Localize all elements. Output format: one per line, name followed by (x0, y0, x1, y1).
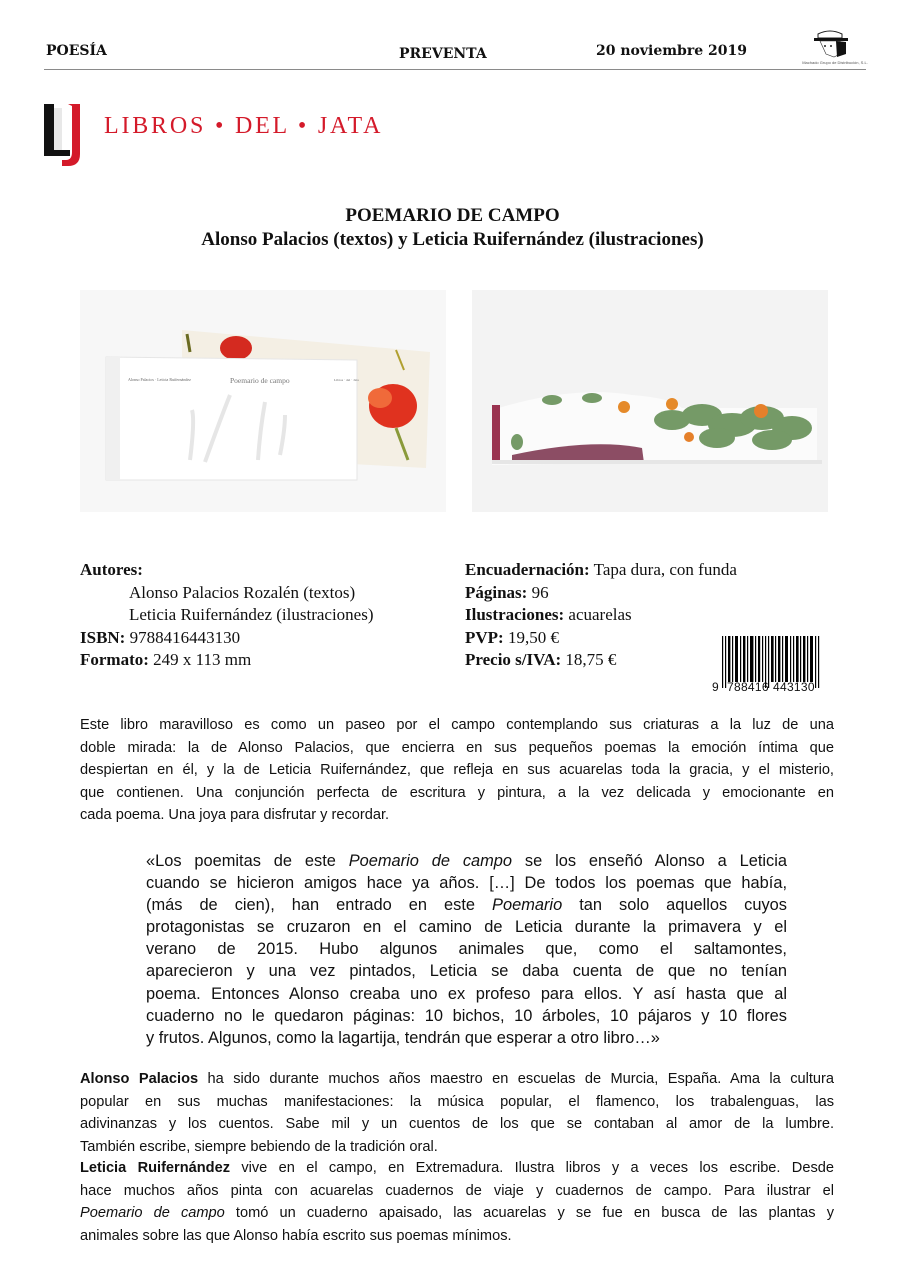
hat-man-icon (790, 24, 880, 60)
bio-text: vive en el campo, en Extremadura. Ilustra libros y a veces los escribe. Desde (230, 1160, 834, 1176)
format-value: 249 x 113 mm (153, 650, 252, 669)
book-description (80, 714, 834, 827)
price-no-vat-value: 18,75 € (565, 650, 617, 669)
svg-text:Libros · del · Jata: Libros · del · Jata (334, 378, 359, 382)
bio-name: Leticia Ruifernández (80, 1160, 231, 1176)
distributor-caption: Machado Grupo de Distribución, S.L. (802, 60, 868, 65)
isbn-barcode (710, 636, 836, 694)
pvp-value: 19,50 € (507, 627, 559, 647)
header-divider (44, 69, 866, 70)
barcode-group-left: 788416 (727, 680, 769, 694)
description-line: despiertan en él, y la de Leticia Ruifernández, que refleja en sus acuarelas toda la gracia, y el misterio, (80, 762, 834, 779)
illustrations-value: acuarelas (568, 605, 632, 624)
quote-line: cuando se hicieron amigos hace ya años. […] De todos los poemas que había, (146, 874, 787, 893)
quote-line (146, 850, 787, 872)
format-label: Formato: (80, 650, 149, 669)
publisher-name: LIBROS • DEL • JATA (104, 113, 384, 139)
isbn-label: ISBN: (80, 627, 126, 647)
book-cover-photo (80, 290, 446, 512)
status-label: PREVENTA (399, 46, 487, 62)
illustrations-label: Ilustraciones: (465, 605, 565, 624)
quote-line: protagonistas se cruzaron en el camino de Leticia durante la primavera y el (146, 918, 787, 937)
cover-title: Poemario de campo (230, 376, 290, 385)
quote-text: tan solo aquellos cuyos (562, 896, 787, 915)
bio-alonso (80, 1068, 834, 1158)
quote-line: poema. Entonces Alonso creaba uno ex profeso para ellos. Y así hasta que al (146, 984, 787, 1003)
quote-text: «Los poemitas de este (146, 852, 349, 870)
barcode-digit-first: 9 (712, 680, 719, 694)
date-label: 20 noviembre 2019 (596, 43, 747, 59)
bio-line: adivinanzas y los cuentos. Sabe mil y un cuentos de los que se contaban al amor de la lumbre. (80, 1116, 834, 1133)
bio-line: También escribe, siempre bebiendo de la tradición oral. (80, 1138, 438, 1155)
author-2: Leticia Ruifernández (ilustraciones) (129, 605, 374, 624)
book-subtitle: Alonso Palacios (textos) y Leticia Ruifernández (ilustraciones) (201, 229, 704, 250)
category-label: POESÍA (46, 43, 107, 59)
binding-value: Tapa dura, con funda (593, 560, 737, 579)
bio-leticia (80, 1157, 834, 1247)
distributor-logo (790, 24, 880, 68)
blockquote (146, 850, 787, 1049)
quote-italic: Poemario de campo (348, 852, 513, 870)
description-line: que contienen. Una conjunción perfecta de escritura y pintura, a la vez delicada y emocionante en (80, 784, 834, 801)
book-title: POEMARIO DE CAMPO (345, 205, 560, 226)
barcode-group-right: 443130 (773, 680, 815, 694)
binding-label: Encuadernación: (465, 560, 590, 579)
quote-text: se los enseñó Alonso a Leticia (512, 852, 787, 870)
cover-authors: Alonso Palacios · Leticia Ruifernández (128, 377, 191, 382)
description-line: Este libro maravilloso es como un paseo por el campo contemplando sus criaturas a la luz de una (80, 717, 834, 733)
bio-text: ha sido durante muchos años maestro en escuelas de Murcia, España. Ama la cultura (198, 1071, 834, 1087)
quote-line: verano de 2015. Hubo algunos animales que, como el saltamontes, (146, 940, 787, 959)
description-line: cada poema. Una joya para disfrutar y recordar. (80, 807, 390, 824)
details-left (80, 559, 374, 672)
author-1: Alonso Palacios Rozalén (textos) (129, 582, 356, 602)
quote-line: cuaderno no le quedaron páginas: 10 bichos, 10 árboles, 10 pájaros y 10 flores (146, 1006, 787, 1025)
bio-text: tomó un cuaderno apaisado, las acuarelas y se fue en busca de las plantas y (224, 1205, 835, 1222)
pages-label: Páginas: (465, 582, 528, 602)
details-right (465, 559, 737, 672)
isbn-value: 9788416443130 (129, 627, 241, 647)
quote-italic: Poemario (492, 896, 563, 915)
pages-value: 96 (531, 582, 549, 602)
description-line: doble mirada: la de Alonso Palacios, que encierra en sus pequeños poemas la emoción íntima que (80, 739, 834, 756)
bio-line: animales sobre las que Alonso había escrito sus poemas mínimos. (80, 1227, 512, 1244)
bio-line: popular en sus muchas manifestaciones: la música popular, el flamenco, los trabalenguas, las (80, 1093, 834, 1110)
book-interior-photo (472, 290, 828, 512)
bio-name: Alonso Palacios (80, 1071, 199, 1087)
pvp-label: PVP: (465, 627, 504, 647)
quote-line: aparecieron y una vez pintados, Leticia se daba cuenta de que no tenían (146, 962, 787, 981)
bio-line: hace muchos años pinta con acuarelas cuadernos de viaje y cuadernos de campo. Para ilustrar el (80, 1182, 834, 1199)
quote-text: (más de cien), han entrado en este (146, 896, 493, 915)
price-no-vat-label: Precio s/IVA: (465, 650, 562, 669)
quote-line: y frutos. Algunos, como la lagartija, tendrán que esperar a otro libro…» (146, 1028, 660, 1047)
authors-label: Autores: (80, 560, 143, 579)
publisher-logo-mark (40, 100, 90, 168)
quote-line (146, 894, 787, 916)
bio-italic: Poemario de campo (80, 1205, 225, 1222)
